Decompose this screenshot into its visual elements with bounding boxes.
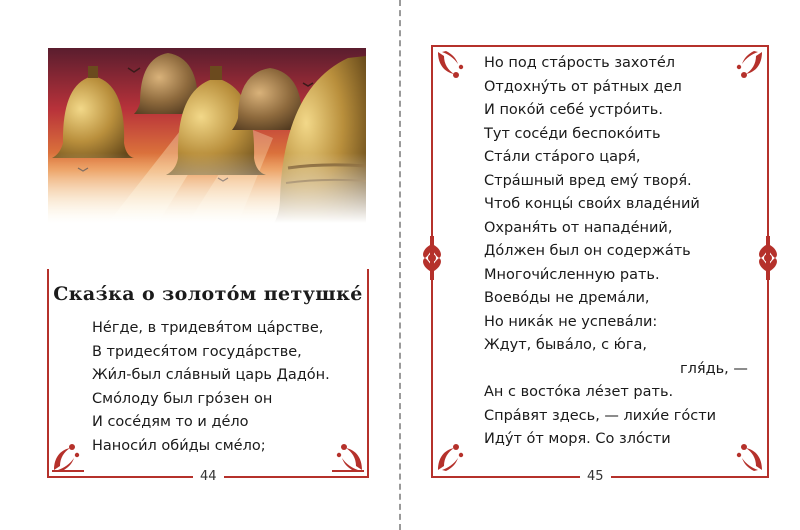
verse-line: Жи́л-был сла́вный царь Дадо́н. (92, 367, 330, 383)
verse-line: Чтоб концы́ свои́х владе́ний (484, 196, 700, 212)
page-number: 44 (193, 469, 224, 484)
verse-line: Ждут, быва́ло, с ю́га, (484, 337, 647, 353)
verse-line: гля́дь, — (680, 360, 748, 377)
verse-line: Стра́шный вред ему́ творя́. (484, 172, 692, 189)
fleur-ornament-icon (419, 236, 445, 280)
verse-line: Но под ста́рость захоте́л (484, 55, 676, 71)
verse-line: В тридеся́том госуда́рстве, (92, 343, 302, 360)
verse-line: Наноси́л оби́ды сме́ло; (92, 437, 266, 454)
verse-line: Отдохну́ть от ра́тных дел (484, 78, 682, 95)
verse-line: Спра́вят здесь, — лихи́е го́сти (484, 407, 717, 424)
verse-line: Воево́ды не дрема́ли, (484, 290, 650, 306)
corner-ornament-icon (728, 48, 766, 82)
verse-line: И поко́й себе́ устро́ить. (484, 102, 663, 118)
corner-ornament-icon (728, 440, 766, 474)
corner-ornament-icon (434, 440, 472, 474)
story-title: Сказ́ка о золото́м петушке́ (53, 283, 363, 305)
bells-illustration (48, 48, 366, 223)
verse-line: И сосе́дям то и де́ло (92, 414, 249, 430)
verse-line: Ан с восто́ка ле́зет рать. (484, 384, 674, 400)
verse-line: Охраня́ть от нападе́ний, (484, 219, 673, 236)
corner-ornament-icon (50, 440, 88, 474)
verse-line: Многочи́сленную рать. (484, 266, 660, 283)
right-verse (484, 52, 748, 452)
verse-line: Ста́ли ста́рого царя́, (484, 149, 641, 165)
verse-line: Но ника́к не успева́ли: (484, 313, 658, 330)
fleur-ornament-icon (755, 236, 781, 280)
corner-ornament-icon (434, 48, 472, 82)
verse-line: До́лжен был он содержа́ть (484, 243, 691, 259)
page-fold (399, 0, 401, 530)
verse-line: Тут сосе́ди беспоко́ить (484, 125, 661, 142)
corner-ornament-icon (328, 440, 366, 474)
verse-line: Иду́т о́т моря. Со зло́сти (484, 431, 671, 447)
verse-line: Смо́лоду был гро́зен он (92, 390, 273, 407)
left-verse (92, 317, 330, 458)
page-number: 45 (580, 469, 611, 484)
verse-line: Не́где, в тридевя́том ца́рстве, (92, 320, 324, 336)
